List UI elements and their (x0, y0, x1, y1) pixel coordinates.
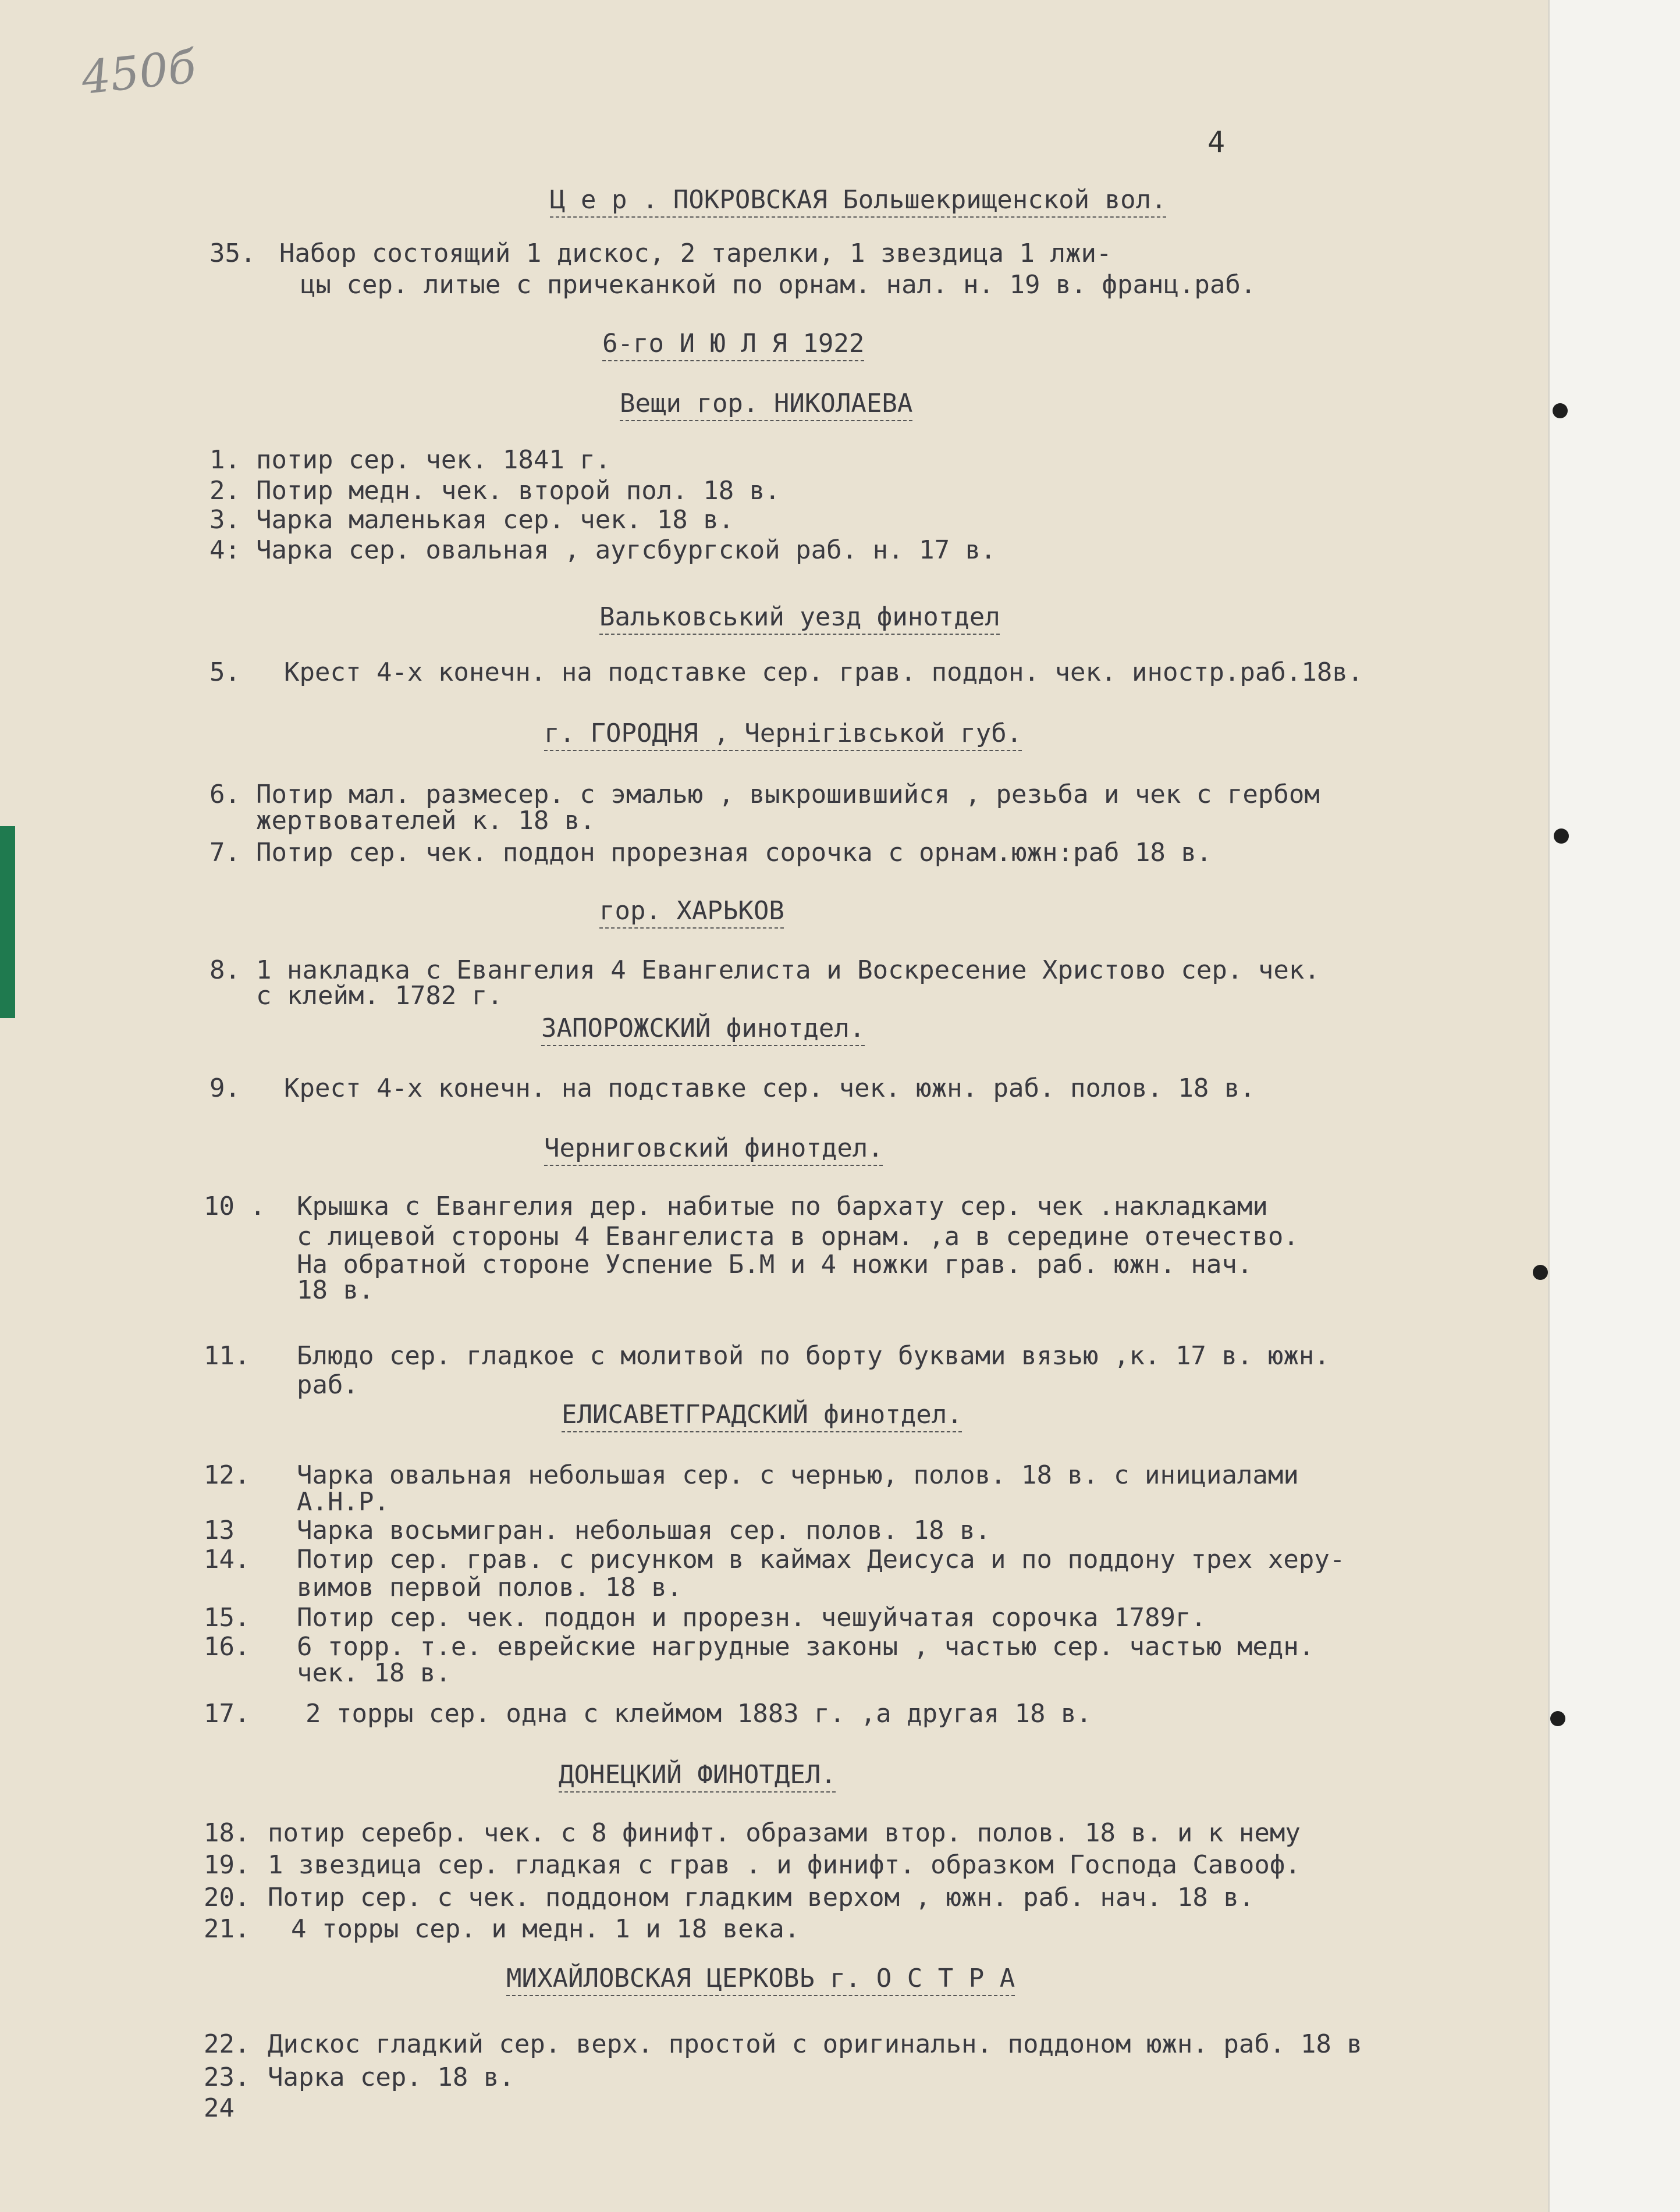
list-item-cont: На обратной стороне Успение Б.М и 4 ножки грав. раб. южн. нач. (297, 1250, 1253, 1279)
heading-valki: Вальковський уезд финотдел (599, 602, 1000, 632)
list-item-cont: с клейм. 1782 г. (256, 981, 503, 1011)
heading-mikhailovskaya: МИХАЙЛОВСКАЯ ЦЕРКОВЬ г. О С Т Р А (506, 1964, 1015, 1993)
heading-donetsk: ДОНЕЦКИЙ ФИНОТДЕЛ. (559, 1760, 836, 1790)
heading-pokrovskaya: Ц е р . ПОКРОВСКАЯ Большекрищенской вол. (550, 185, 1167, 215)
list-item-cont: жертвователей к. 18 в. (256, 806, 595, 835)
punch-hole-1 (1553, 403, 1568, 418)
list-item: 3. Чарка маленькая сер. чек. 18 в. (209, 505, 734, 535)
list-item: 6. Потир мал. размесер. с эмалью , выкрошившийся , резьба и чек с гербом (209, 780, 1320, 809)
list-item: 5. Крест 4-х конечн. на подставке сер. грав. поддон. чек. иностр.раб.18в. (209, 657, 1363, 687)
punch-hole-2 (1554, 828, 1569, 844)
list-item: 2. Потир медн. чек. второй пол. 18 в. (209, 476, 780, 506)
list-item: 4: Чарка сер. овальная , аугсбургской раб. н. 17 в. (209, 535, 996, 565)
list-item: 1. потир сер. чек. 1841 г. (209, 445, 611, 475)
list-item: 21. 4 торры сер. и медн. 1 и 18 века. (204, 1914, 800, 1944)
heading-kharkov: гор. ХАРЬКОВ (599, 896, 784, 926)
list-item: 18. потир серебр. чек. с 8 финифт. образами втор. полов. 18 в. и к нему (204, 1818, 1301, 1848)
list-item: 9. Крест 4-х конечн. на подставке сер. чек. южн. раб. полов. 18 в. (209, 1073, 1255, 1103)
heading-zaporozhye: ЗАПОРОЖСКИЙ финотдел. (541, 1013, 865, 1043)
heading-nikolaev: Вещи гор. НИКОЛАЕВА (620, 389, 913, 418)
punch-hole-4 (1550, 1711, 1565, 1726)
list-item: 13 Чарка восьмигран. небольшая сер. полов. 18 в. (204, 1516, 991, 1545)
list-item: 19. 1 звездица сер. гладкая с грав . и финифт. образком Господа Савооф. (204, 1850, 1301, 1880)
list-item: 8. 1 накладка с Евангелия 4 Евангелиста и Воскресение Христово сер. чек. (209, 955, 1320, 985)
folder-edge (0, 826, 15, 1018)
list-item-cont: вимов первой полов. 18 в. (297, 1573, 683, 1602)
heading-date: 6-го И Ю Л Я 1922 (602, 329, 865, 358)
list-item-cont: 18 в. (297, 1275, 374, 1305)
page-number: 4 (1207, 125, 1226, 159)
heading-chernigov: Черниговский финотдел. (544, 1133, 883, 1163)
heading-gorodnya: г. ГОРОДНЯ , Чернігівськой губ. (544, 719, 1022, 748)
pencil-folio-note: 450б (79, 40, 198, 105)
list-item: 12. Чарка овальная небольшая сер. с чернью, полов. 18 в. с инициалами (204, 1460, 1299, 1490)
list-item: 22. Дискос гладкий сер. верх. простой с оригинальн. поддоном южн. раб. 18 в (204, 2029, 1362, 2059)
heading-elisavetgrad: ЕЛИСАВЕТГРАДСКИЙ финотдел. (562, 1400, 962, 1429)
paper-margin-strip (1548, 0, 1680, 2212)
list-item-cont: чек. 18 в. (297, 1658, 451, 1688)
list-item: 20. Потир сер. с чек. поддоном гладким верхом , южн. раб. нач. 18 в. (204, 1883, 1255, 1912)
list-item-cont: А.Н.Р. (297, 1487, 389, 1517)
list-item-cont: цы сер. литые с причеканкой по орнам. нал. н. 19 в. франц.раб. (300, 270, 1256, 300)
list-item: 7. Потир сер. чек. поддон прорезная сорочка с орнам.южн:раб 18 в. (209, 838, 1212, 867)
list-item: 14. Потир сер. грав. с рисунком в каймах Деисуса и по поддону трех херу- (204, 1545, 1345, 1574)
list-item: 35. Набор состоящий 1 дискос, 2 тарелки, 1 звездица 1 лжи- (209, 239, 1112, 268)
list-item: 24 (204, 2093, 235, 2123)
list-item-cont: раб. (297, 1370, 358, 1400)
list-item: 10 . Крышка с Евангелия дер. набитые по бархату сер. чек .накладками (204, 1192, 1268, 1221)
list-item: 16. 6 торр. т.е. еврейские нагрудные законы , частью сер. частью медн. (204, 1632, 1315, 1662)
list-item: 15. Потир сер. чек. поддон и прорезн. чешуйчатая сорочка 1789г. (204, 1603, 1206, 1633)
list-item: 11. Блюдо сер. гладкое с молитвой по борту буквами вязью ,к. 17 в. южн. (204, 1341, 1330, 1371)
list-item: 17. 2 торры сер. одна с клеймом 1883 г. ,а другая 18 в. (204, 1699, 1092, 1729)
list-item: 23. Чарка сер. 18 в. (204, 2062, 514, 2092)
punch-hole-3 (1533, 1265, 1548, 1280)
list-item-cont: с лицевой стороны 4 Евангелиста в орнам. ,а в середине отечество. (297, 1222, 1299, 1251)
